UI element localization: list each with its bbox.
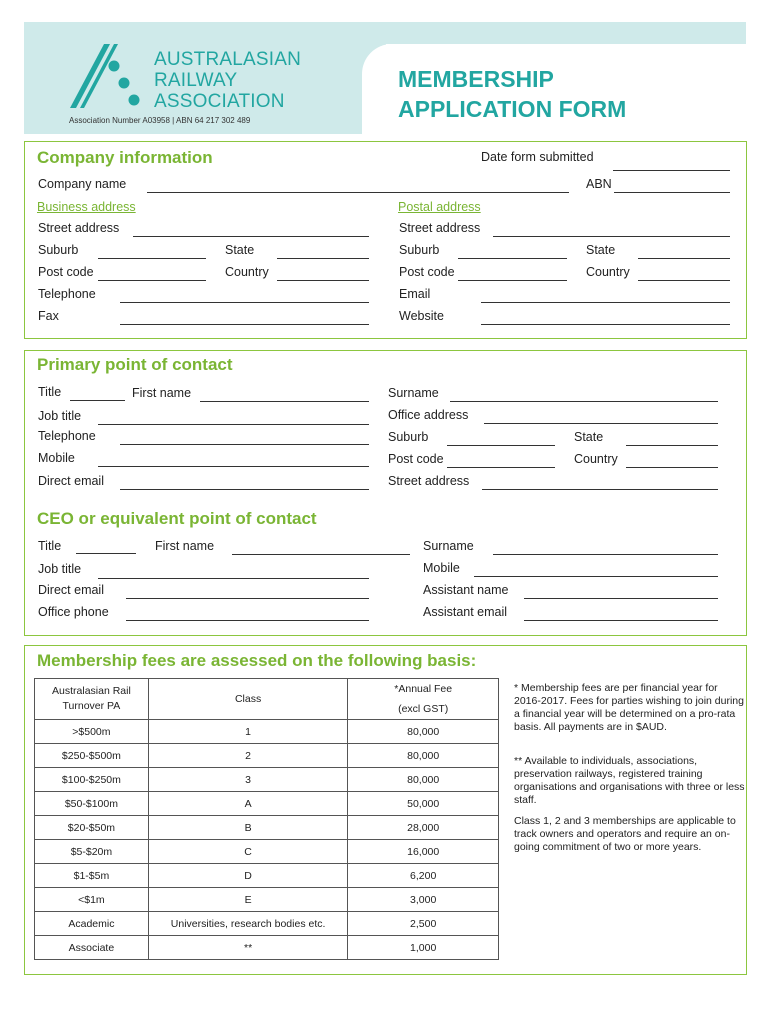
fee-cell: 80,000 <box>348 744 499 768</box>
turnover-cell: $250-$500m <box>35 744 149 768</box>
postal-state-label: State <box>586 243 616 257</box>
business-street-field[interactable] <box>133 236 369 237</box>
class-cell: D <box>148 864 348 888</box>
business-country-field[interactable] <box>277 280 369 281</box>
ceo-surname-label: Surname <box>423 539 474 553</box>
abn-field[interactable] <box>614 192 730 193</box>
fee-cell: 16,000 <box>348 840 499 864</box>
primary-office-address-label: Office address <box>388 408 469 422</box>
ceo-assistant-name-label: Assistant name <box>423 583 509 597</box>
fee-note-1: * Membership fees are per financial year for 2016-2017. Fees for parties wishing to join during a financial year will be determined on a pro-rata basis. All payments are in $AUD. <box>514 682 744 733</box>
primary-mobile-label: Mobile <box>38 451 75 465</box>
page-title <box>398 64 626 124</box>
fee-note-2: ** Available to individuals, associations, preservation railways, registered training organisations and organisations with three or less staff. <box>514 755 745 806</box>
postal-country-field[interactable] <box>638 280 730 281</box>
association-number: Association Number A03958 | ABN 64 217 302 489 <box>69 116 251 125</box>
business-street-label: Street address <box>38 221 120 235</box>
primary-title-field[interactable] <box>70 400 125 401</box>
telephone-label: Telephone <box>38 287 96 301</box>
title-line-2: APPLICATION FORM <box>398 96 627 122</box>
primary-postcode-label: Post code <box>388 452 444 466</box>
class-cell: 1 <box>148 720 348 744</box>
turnover-cell: $1-$5m <box>35 864 149 888</box>
ceo-direct-email-field[interactable] <box>126 598 369 599</box>
table-row <box>35 840 499 864</box>
class-cell: 3 <box>148 768 348 792</box>
fee-header <box>348 679 499 720</box>
postal-street-field[interactable] <box>493 236 730 237</box>
business-country-label: Country <box>225 265 269 279</box>
business-postcode-field[interactable] <box>98 280 206 281</box>
ceo-mobile-label: Mobile <box>423 561 460 575</box>
date-submitted-label: Date form submitted <box>481 150 594 164</box>
website-label: Website <box>399 309 444 323</box>
primary-street-address-label: Street address <box>388 474 470 488</box>
fax-field[interactable] <box>120 324 369 325</box>
company-section-title: Company information <box>37 148 213 167</box>
primary-surname-label: Surname <box>388 386 439 400</box>
company-name-field[interactable] <box>147 192 569 193</box>
fee-cell: 80,000 <box>348 768 499 792</box>
class-cell: C <box>148 840 348 864</box>
table-row <box>35 888 499 912</box>
table-row <box>35 744 499 768</box>
date-submitted-field[interactable] <box>613 170 730 171</box>
postal-address-heading: Postal address <box>398 200 481 214</box>
ceo-assistant-email-field[interactable] <box>524 620 718 621</box>
telephone-field[interactable] <box>120 302 369 303</box>
company-name-label: Company name <box>38 177 127 191</box>
primary-first-name-field[interactable] <box>200 401 369 402</box>
primary-telephone-label: Telephone <box>38 429 96 443</box>
fee-cell: 3,000 <box>348 888 499 912</box>
postal-country-label: Country <box>586 265 630 279</box>
ceo-job-title-label: Job title <box>38 562 82 576</box>
business-suburb-field[interactable] <box>98 258 206 259</box>
fees-table <box>34 678 499 960</box>
brand-name <box>154 49 301 112</box>
brand-line-2: RAILWAY <box>154 70 238 91</box>
ceo-first-name-field[interactable] <box>232 554 410 555</box>
ceo-surname-field[interactable] <box>493 554 718 555</box>
brand-line-1: AUSTRALASIAN <box>154 49 302 70</box>
primary-suburb-label: Suburb <box>388 430 429 444</box>
primary-first-name-label: First name <box>132 386 192 400</box>
primary-street-address-field[interactable] <box>482 489 718 490</box>
turnover-cell: $20-$50m <box>35 816 149 840</box>
primary-job-title-field[interactable] <box>98 424 369 425</box>
brand-line-3: ASSOCIATION <box>154 91 285 112</box>
turnover-cell: <$1m <box>35 888 149 912</box>
primary-state-field[interactable] <box>626 445 718 446</box>
class-cell: Universities, research bodies etc. <box>148 912 348 936</box>
class-cell: 2 <box>148 744 348 768</box>
primary-state-label: State <box>574 430 604 444</box>
fee-header-line1: *Annual Fee <box>394 683 453 695</box>
fee-cell: 80,000 <box>348 720 499 744</box>
ceo-direct-email-label: Direct email <box>38 583 104 597</box>
turnover-cell: $50-$100m <box>35 792 149 816</box>
primary-contact-title: Primary point of contact <box>37 355 233 374</box>
class-cell: A <box>148 792 348 816</box>
primary-mobile-field[interactable] <box>98 466 369 467</box>
fax-label: Fax <box>38 309 59 323</box>
ceo-title-field[interactable] <box>76 553 136 554</box>
fee-cell: 6,200 <box>348 864 499 888</box>
abn-label: ABN <box>586 177 612 191</box>
postal-state-field[interactable] <box>638 258 730 259</box>
class-cell: E <box>148 888 348 912</box>
business-state-label: State <box>225 243 255 257</box>
fee-note-3: Class 1, 2 and 3 memberships are applicable to track owners and operators and require an on-going commitment of two or more years. <box>514 815 736 853</box>
table-row <box>35 864 499 888</box>
business-address-heading: Business address <box>37 200 136 214</box>
ceo-office-phone-label: Office phone <box>38 605 109 619</box>
class-cell: B <box>148 816 348 840</box>
fee-cell: 50,000 <box>348 792 499 816</box>
ceo-job-title-field[interactable] <box>98 578 369 579</box>
ara-logo-icon <box>66 42 152 112</box>
primary-direct-email-field[interactable] <box>120 489 369 490</box>
email-field[interactable] <box>481 302 730 303</box>
postal-street-label: Street address <box>399 221 481 235</box>
fees-section-title: Membership fees are assessed on the following basis: <box>37 651 477 670</box>
title-line-1: MEMBERSHIP <box>398 66 554 92</box>
primary-postcode-field[interactable] <box>447 467 555 468</box>
turnover-cell: Academic <box>35 912 149 936</box>
ceo-first-name-label: First name <box>155 539 215 553</box>
website-field[interactable] <box>481 324 730 325</box>
primary-country-field[interactable] <box>626 467 718 468</box>
class-header: Class <box>148 679 348 720</box>
ceo-title-label: Title <box>38 539 62 553</box>
postal-suburb-field[interactable] <box>458 258 567 259</box>
table-row <box>35 912 499 936</box>
fee-cell: 28,000 <box>348 816 499 840</box>
fee-cell: 1,000 <box>348 936 499 960</box>
primary-surname-field[interactable] <box>450 401 718 402</box>
primary-office-address-field[interactable] <box>484 423 718 424</box>
ceo-assistant-name-field[interactable] <box>524 598 718 599</box>
ceo-assistant-email-label: Assistant email <box>423 605 508 619</box>
ceo-office-phone-field[interactable] <box>126 620 369 621</box>
class-cell: ** <box>148 936 348 960</box>
ceo-mobile-field[interactable] <box>474 576 718 577</box>
table-row <box>35 768 499 792</box>
table-row <box>35 816 499 840</box>
primary-telephone-field[interactable] <box>120 444 369 445</box>
postal-postcode-label: Post code <box>399 265 455 279</box>
turnover-header: Australasian Rail Turnover PA <box>35 679 149 720</box>
primary-job-title-label: Job title <box>38 409 82 423</box>
primary-country-label: Country <box>574 452 618 466</box>
table-row <box>35 792 499 816</box>
email-label: Email <box>399 287 431 301</box>
turnover-cell: $5-$20m <box>35 840 149 864</box>
postal-postcode-field[interactable] <box>458 280 567 281</box>
fee-header-line2: (excl GST) <box>398 703 449 715</box>
turnover-cell: Associate <box>35 936 149 960</box>
business-state-field[interactable] <box>277 258 369 259</box>
fees-table-header <box>35 679 499 720</box>
ceo-contact-title: CEO or equivalent point of contact <box>37 509 317 528</box>
business-postcode-label: Post code <box>38 265 94 279</box>
primary-direct-email-label: Direct email <box>38 474 104 488</box>
fee-cell: 2,500 <box>348 912 499 936</box>
turnover-cell: >$500m <box>35 720 149 744</box>
business-suburb-label: Suburb <box>38 243 79 257</box>
table-row <box>35 720 499 744</box>
table-row <box>35 936 499 960</box>
postal-suburb-label: Suburb <box>399 243 440 257</box>
turnover-cell: $100-$250m <box>35 768 149 792</box>
primary-suburb-field[interactable] <box>447 445 555 446</box>
primary-title-label: Title <box>38 385 62 399</box>
